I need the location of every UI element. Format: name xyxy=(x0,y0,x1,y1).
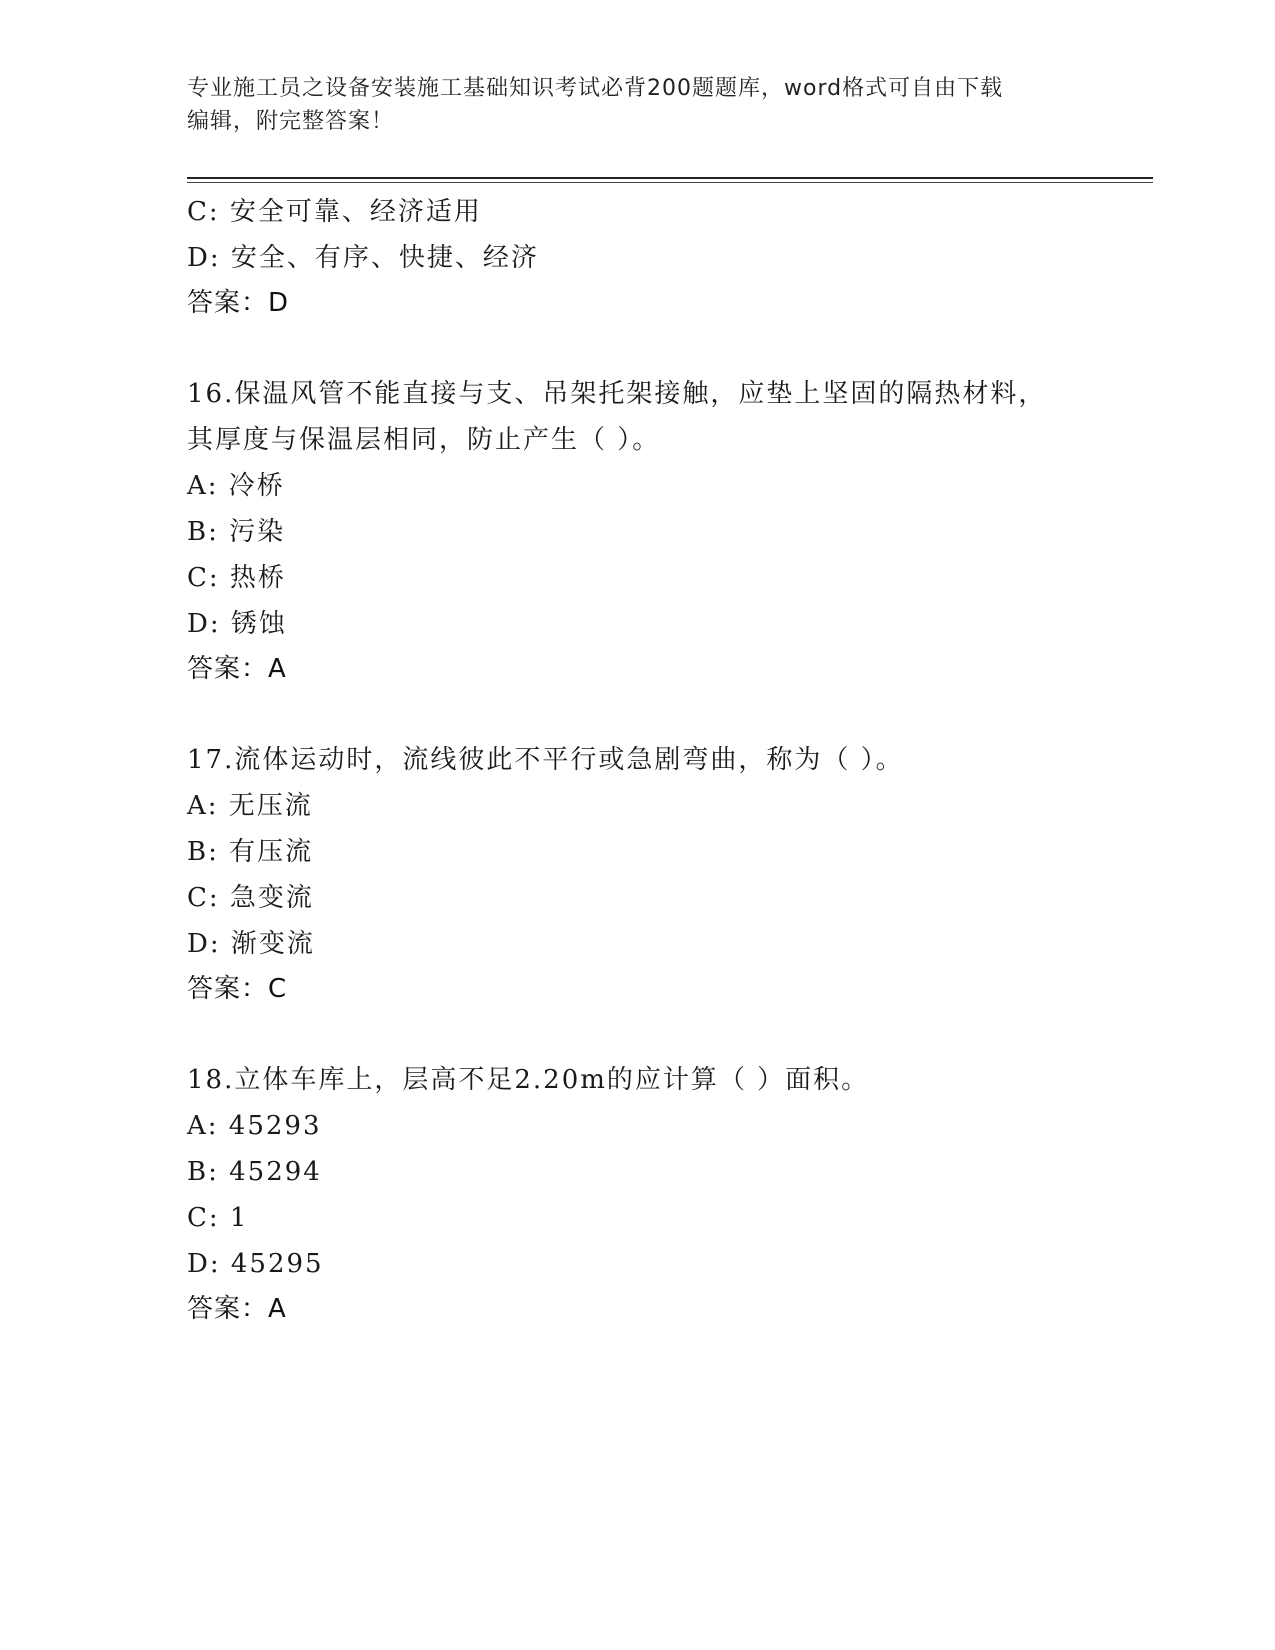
option-c: C: 安全可靠、经济适用 xyxy=(187,197,482,227)
option-a: A: 冷桥 xyxy=(187,471,285,501)
answer-line: 答案：C xyxy=(187,974,288,1004)
option-d: D: 安全、有序、快捷、经济 xyxy=(187,243,539,273)
spacer xyxy=(187,325,1153,371)
spacer xyxy=(187,1011,1153,1057)
option-d: D: 渐变流 xyxy=(187,929,315,959)
header-title-line-1: 专业施工员之设备安装施工基础知识考试必背200题题库，word格式可自由下载 xyxy=(187,76,1004,101)
question-16 xyxy=(187,371,1153,691)
question-stem: 其厚度与保温层相同，防止产生（ ）。 xyxy=(187,425,661,455)
question-stem: 16.保温风管不能直接与支、吊架托架接触，应垫上坚固的隔热材料， xyxy=(187,379,1047,409)
question-15-continued xyxy=(187,189,1153,325)
header-divider-thick xyxy=(187,177,1153,179)
option-c: C: 急变流 xyxy=(187,883,314,913)
question-stem: 18.立体车库上，层高不足2.20m的应计算（ ）面积。 xyxy=(187,1065,870,1095)
document-header xyxy=(187,72,1087,138)
option-d: D: 锈蚀 xyxy=(187,609,287,639)
answer-line: 答案：D xyxy=(187,288,290,318)
question-stem: 17.流体运动时，流线彼此不平行或急剧弯曲，称为（ ）。 xyxy=(187,745,904,775)
option-a: A: 45293 xyxy=(187,1111,322,1141)
option-c: C: 1 xyxy=(187,1203,249,1233)
answer-line: 答案：A xyxy=(187,1294,287,1324)
option-b: B: 污染 xyxy=(187,517,286,547)
question-17 xyxy=(187,737,1153,1011)
option-c: C: 热桥 xyxy=(187,563,286,593)
answer-line: 答案：A xyxy=(187,654,287,684)
option-b: B: 有压流 xyxy=(187,837,314,867)
option-b: B: 45294 xyxy=(187,1157,322,1187)
header-title-line-2: 编辑，附完整答案！ xyxy=(187,109,395,134)
spacer xyxy=(187,691,1153,737)
question-18 xyxy=(187,1057,1153,1331)
question-list xyxy=(187,189,1153,1331)
option-a: A: 无压流 xyxy=(187,791,313,821)
option-d: D: 45295 xyxy=(187,1249,324,1279)
header-divider-thin xyxy=(187,182,1153,183)
